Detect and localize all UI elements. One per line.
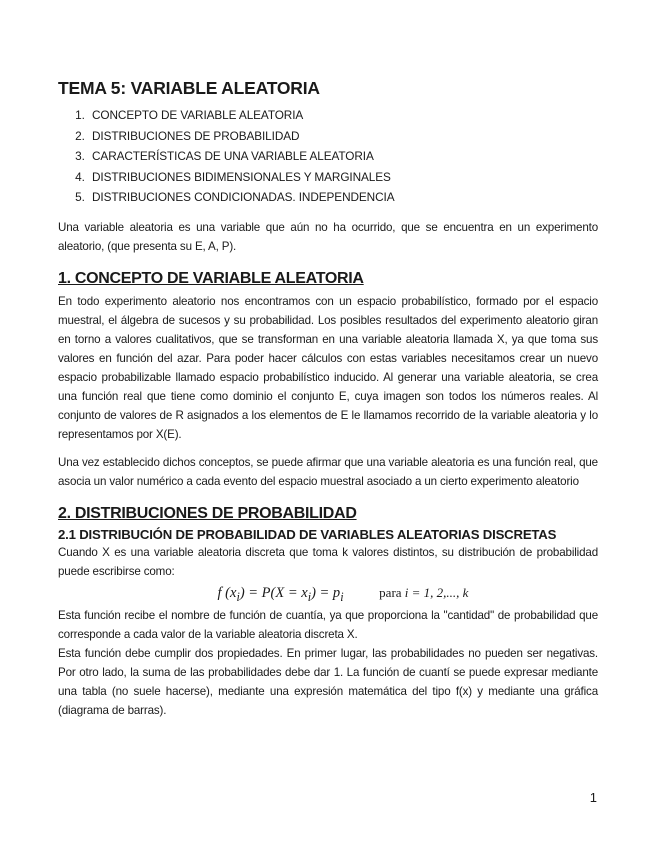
toc-item: 4. DISTRIBUCIONES BIDIMENSIONALES Y MARGINALES <box>88 167 598 188</box>
formula-expression: f $(x_i) = P(X = x_i) = p_i$ <box>217 584 344 604</box>
page-number: 1 <box>589 790 597 805</box>
toc-item: 2. DISTRIBUCIONES DE PROBABILIDAD <box>88 126 598 147</box>
document-page <box>58 78 598 720</box>
section-1-paragraph-2: Una vez establecido dichos conceptos, se puede afirmar que una variable aleatoria es una función real, que asocia un valor numérico a cada evento del espacio muestral asociado a un cierto experimento aleatorio <box>58 455 598 488</box>
toc-item: 1. CONCEPTO DE VARIABLE ALEATORIA <box>88 105 598 126</box>
intro-paragraph: Una variable aleatoria es una variable que aún no ha ocurrido, que se encuentra en un experimento aleatorio, (que presenta su E, A, P). <box>58 220 598 253</box>
section-2-paragraph-3: Esta función debe cumplir dos propiedades. En primer lugar, las probabilidades no pueden ser negativas. Por otro lado, la suma de las probabilidades debe dar 1. La función de cuantí se puede expresar mediante una tabla (no suele hacerse), mediante una expresión matemática del tipo f(x) y mediante una gráfica (diagrama de barras). <box>58 646 598 717</box>
section-2-paragraph-1: Cuando X es una variable aleatoria discreta que toma k valores distintos, su distribución de probabilidad puede escribirse como: <box>58 545 598 578</box>
formula-condition: para i = 1, 2,..., k <box>379 584 469 600</box>
page-title: TEMA 5: VARIABLE ALEATORIA <box>58 78 320 98</box>
probability-formula <box>88 582 598 604</box>
section-2-1-heading: 2.1 DISTRIBUCIÓN DE PROBABILIDAD DE VARIABLES ALEATORIAS DISCRETAS <box>58 526 557 542</box>
table-of-contents <box>58 105 598 208</box>
toc-item: 5. DISTRIBUCIONES CONDICIONADAS. INDEPENDENCIA <box>88 187 598 208</box>
toc-item: 3. CARACTERÍSTICAS DE UNA VARIABLE ALEATORIA <box>88 146 598 167</box>
section-2-paragraph-2: Esta función recibe el nombre de función de cuantía, ya que proporciona la "cantidad" de probabilidad que corresponde a cada valor de la variable aleatoria discreta X. <box>58 608 598 641</box>
section-1-heading: 1. CONCEPTO DE VARIABLE ALEATORIA <box>58 269 364 287</box>
section-2-heading: 2. DISTRIBUCIONES DE PROBABILIDAD <box>58 504 357 522</box>
section-1-paragraph-1: En todo experimento aleatorio nos encontramos con un espacio probabilístico, formado por el espacio muestral, el álgebra de sucesos y su probabilidad. Los posibles resultados del experimento aleatorio giran en torno a valores cualitativos, que se transforman en una variable aleatoria llamada X, ya que toma sus valores en función del azar. Para poder hacer cálculos con estas variables necesitamos crear un nuevo espacio probabilizable llamado espacio probabilístico inducido. Al generar una variable aleatoria, se crea una función real que tiene como dominio el conjunto E, cuya imagen son todos los números reales. Al conjunto de valores de R asignados a los elementos de E le llamamos recorrido de la variable aleatoria y lo representamos por X(E). <box>58 294 598 441</box>
